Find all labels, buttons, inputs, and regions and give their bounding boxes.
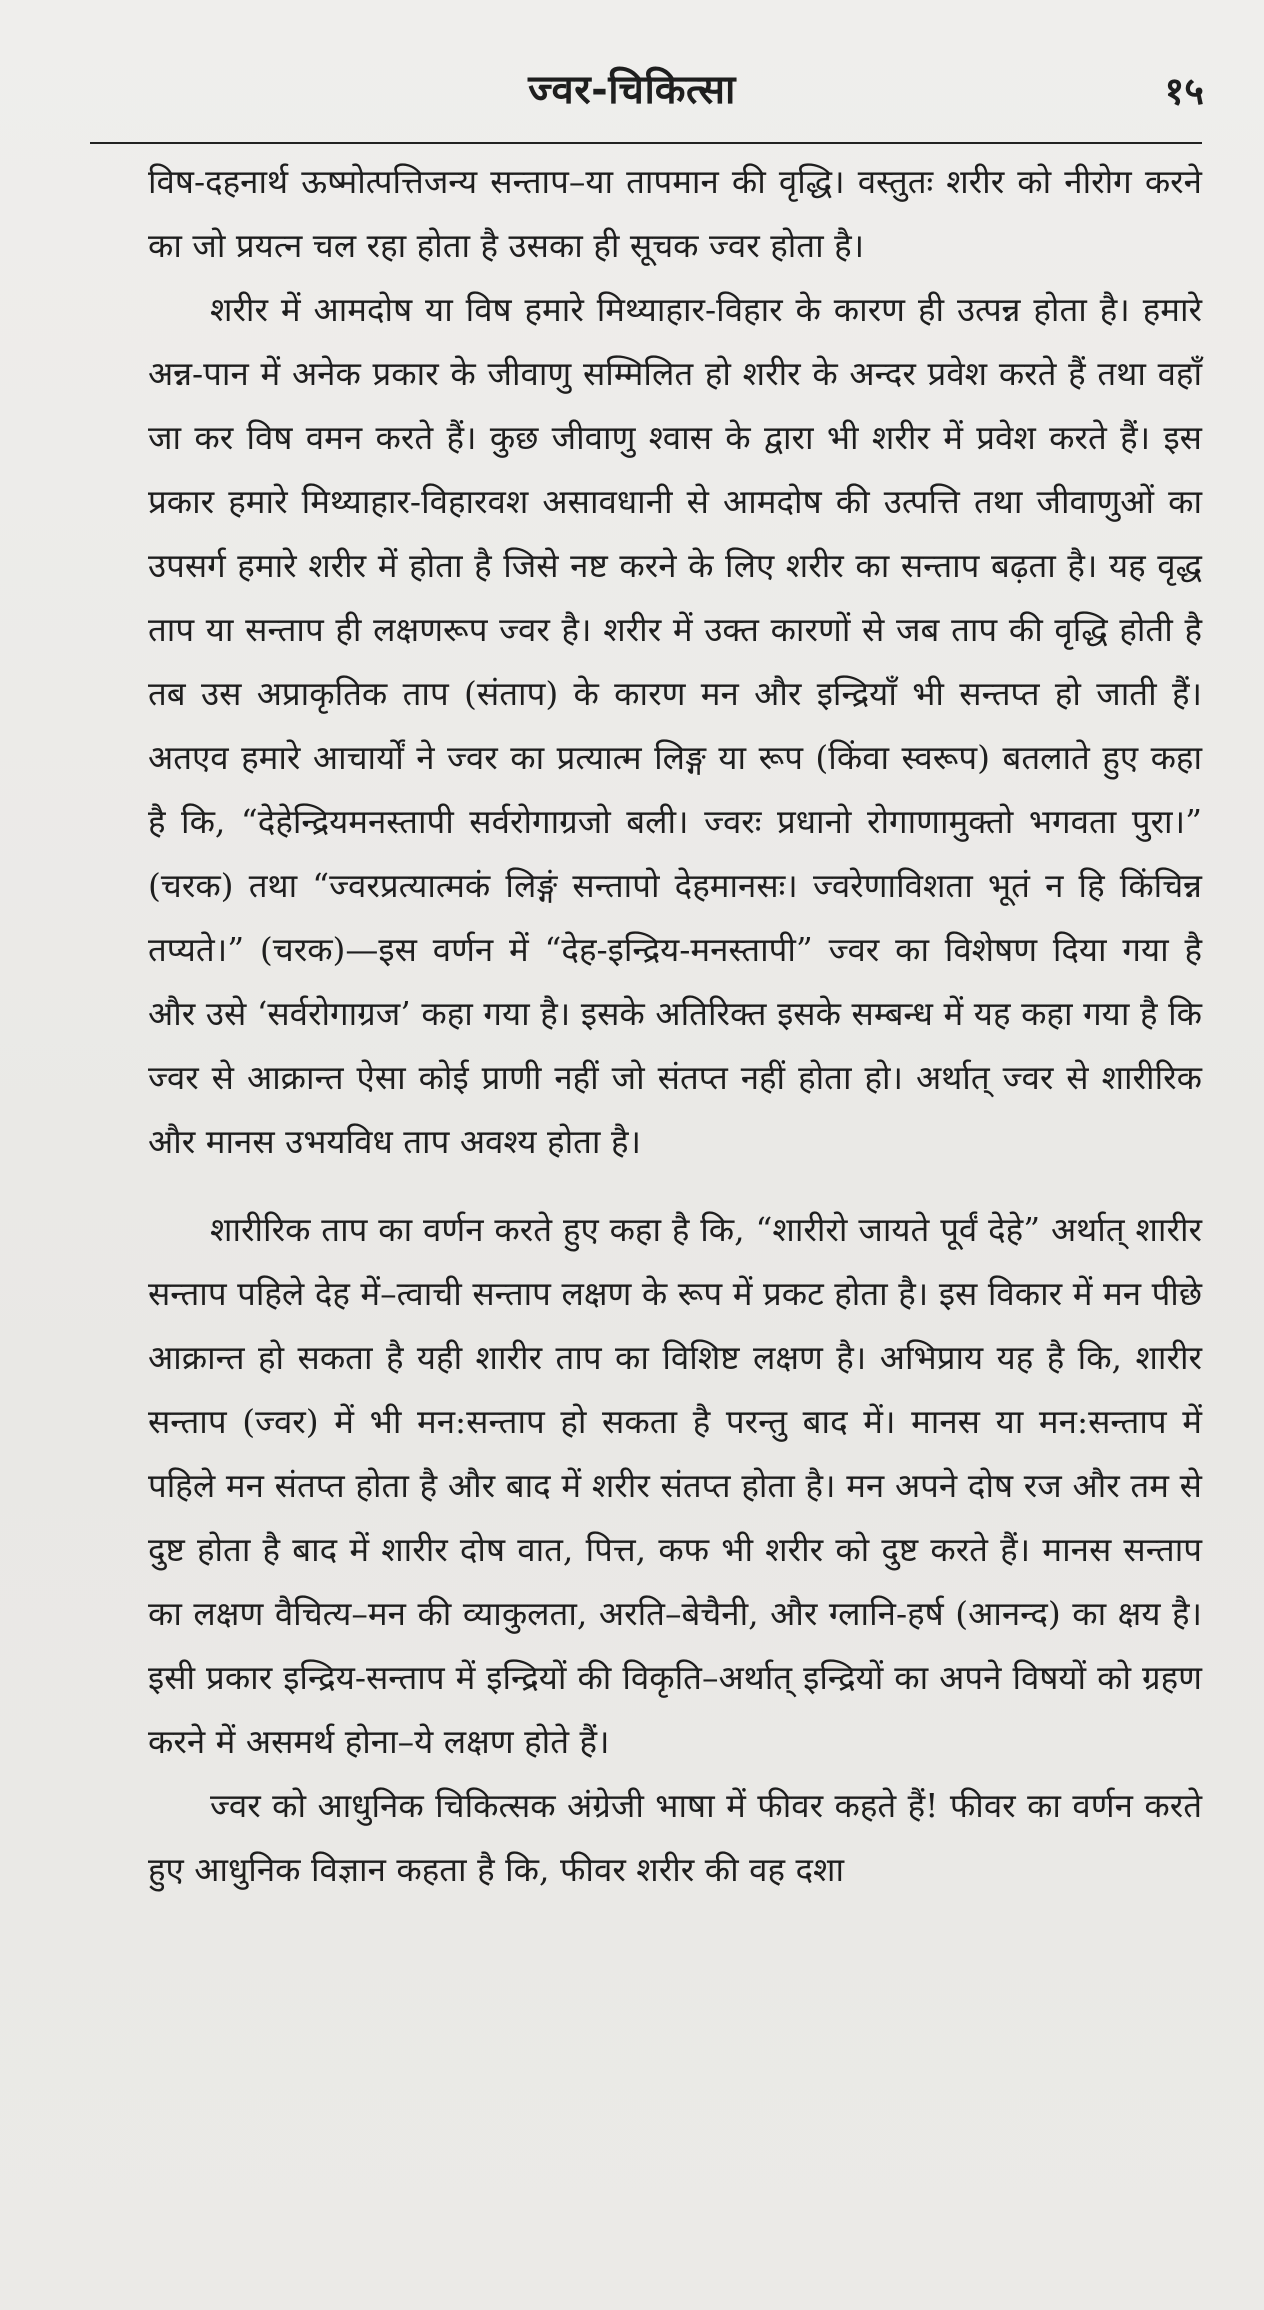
chapter-title: ज्वर-चिकित्सा — [528, 67, 736, 113]
header-rule — [90, 142, 1202, 144]
paragraph-amadosha: शरीर में आमदोष या विष हमारे मिथ्याहार-विहार के कारण ही उत्पन्न होता है। हमारे अन्न-पान में अनेक प्रकार के जीवाणु सम्मिलित हो शरीर के अन्दर प्रवेश करते हैं तथा वहाँ जा कर विष वमन करते हैं। कुछ जीवाणु श्वास के द्वारा भी शरीर में प्रवेश करते हैं। इस प्रकार हमारे मिथ्याहार-विहारवश असावधानी से आमदोष की उत्पत्ति तथा जीवाणुओं का उपसर्ग हमारे शरीर में होता है जिसे नष्ट करने के लिए शरीर का सन्ताप बढ़ता है। यह वृद्ध ताप या सन्ताप ही लक्षणरूप ज्वर है। शरीर में उक्त कारणों से जब ताप की वृद्धि होती है तब उस अप्राकृतिक ताप (संताप) के कारण मन और इन्द्रियाँ भी सन्तप्त हो जाती हैं। अतएव हमारे आचार्यों ने ज्वर का प्रत्यात्म लिङ्ग या रूप (किंवा स्वरूप) बतलाते हुए कहा है कि, “देहेन्द्रियमनस्तापी सर्वरोगाग्रजो बली। ज्वरः प्रधानो रोगाणामुक्तो भगवता पुरा।” (चरक) तथा “ज्वरप्रत्यात्मकं लिङ्गं सन्तापो देहमानसः। ज्वरेणाविशता भूतं न हि किंचिन्न तप्यते।” (चरक)—इस वर्णन में “देह-इन्द्रिय-मनस्तापी” ज्वर का विशेषण दिया गया है और उसे ‘सर्वरोगाग्रज’ कहा गया है। इसके अतिरिक्त इसके सम्बन्ध में यह कहा गया है कि ज्वर से आक्रान्त ऐसा कोई प्राणी नहीं जो संतप्त नहीं होता हो। अर्थात् ज्वर से शारीरिक और मानस उभयविध ताप अवश्य होता है। — [148, 290, 1202, 1161]
paragraph-sharirik-tap: शारीरिक ताप का वर्णन करते हुए कहा है कि, “शारीरो जायते पूर्वं देहे” अर्थात् शारीर सन्ताप पहिले देह में–त्वाची सन्ताप लक्षण के रूप में प्रकट होता है। इस विकार में मन पीछे आक्रान्त हो सकता है यही शारीर ताप का विशिष्ट लक्षण है। अभिप्राय यह है कि, शारीर सन्ताप (ज्वर) में भी मन:सन्ताप हो सकता है परन्तु बाद में। मानस या मन:सन्ताप में पहिले मन संतप्त होता है और बाद में शरीर संतप्त होता है। मन अपने दोष रज और तम से दुष्ट होता है बाद में शारीर दोष वात, पित्त, कफ भी शरीर को दुष्ट करते हैं। मानस सन्ताप का लक्षण वैचित्य–मन की व्याकुलता, अरति–बेचैनी, और ग्लानि-हर्ष (आनन्द) का क्षय है। इसी प्रकार इन्द्रिय-सन्ताप में इन्द्रियों की विकृति–अर्थात् इन्द्रियों का अपने विषयों को ग्रहण करने में असमर्थ होना–ये लक्षण होते हैं। — [148, 1210, 1202, 1761]
body-text — [148, 150, 1202, 1902]
running-header — [60, 50, 1204, 140]
paragraph-continuation: विष-दहनार्थ ऊष्मोत्पत्तिजन्य सन्ताप–या तापमान की वृद्धि। वस्तुतः शरीर को नीरोग करने का जो प्रयत्न चल रहा होता है उसका ही सूचक ज्वर होता है। — [148, 162, 1202, 265]
paragraph-fever: ज्वर को आधुनिक चिकित्सक अंग्रेजी भाषा में फीवर कहते हैं! फीवर का वर्णन करते हुए आधुनिक विज्ञान कहता है कि, फीवर शरीर की वह दशा — [148, 1786, 1202, 1889]
page-number: १५ — [1164, 69, 1204, 113]
